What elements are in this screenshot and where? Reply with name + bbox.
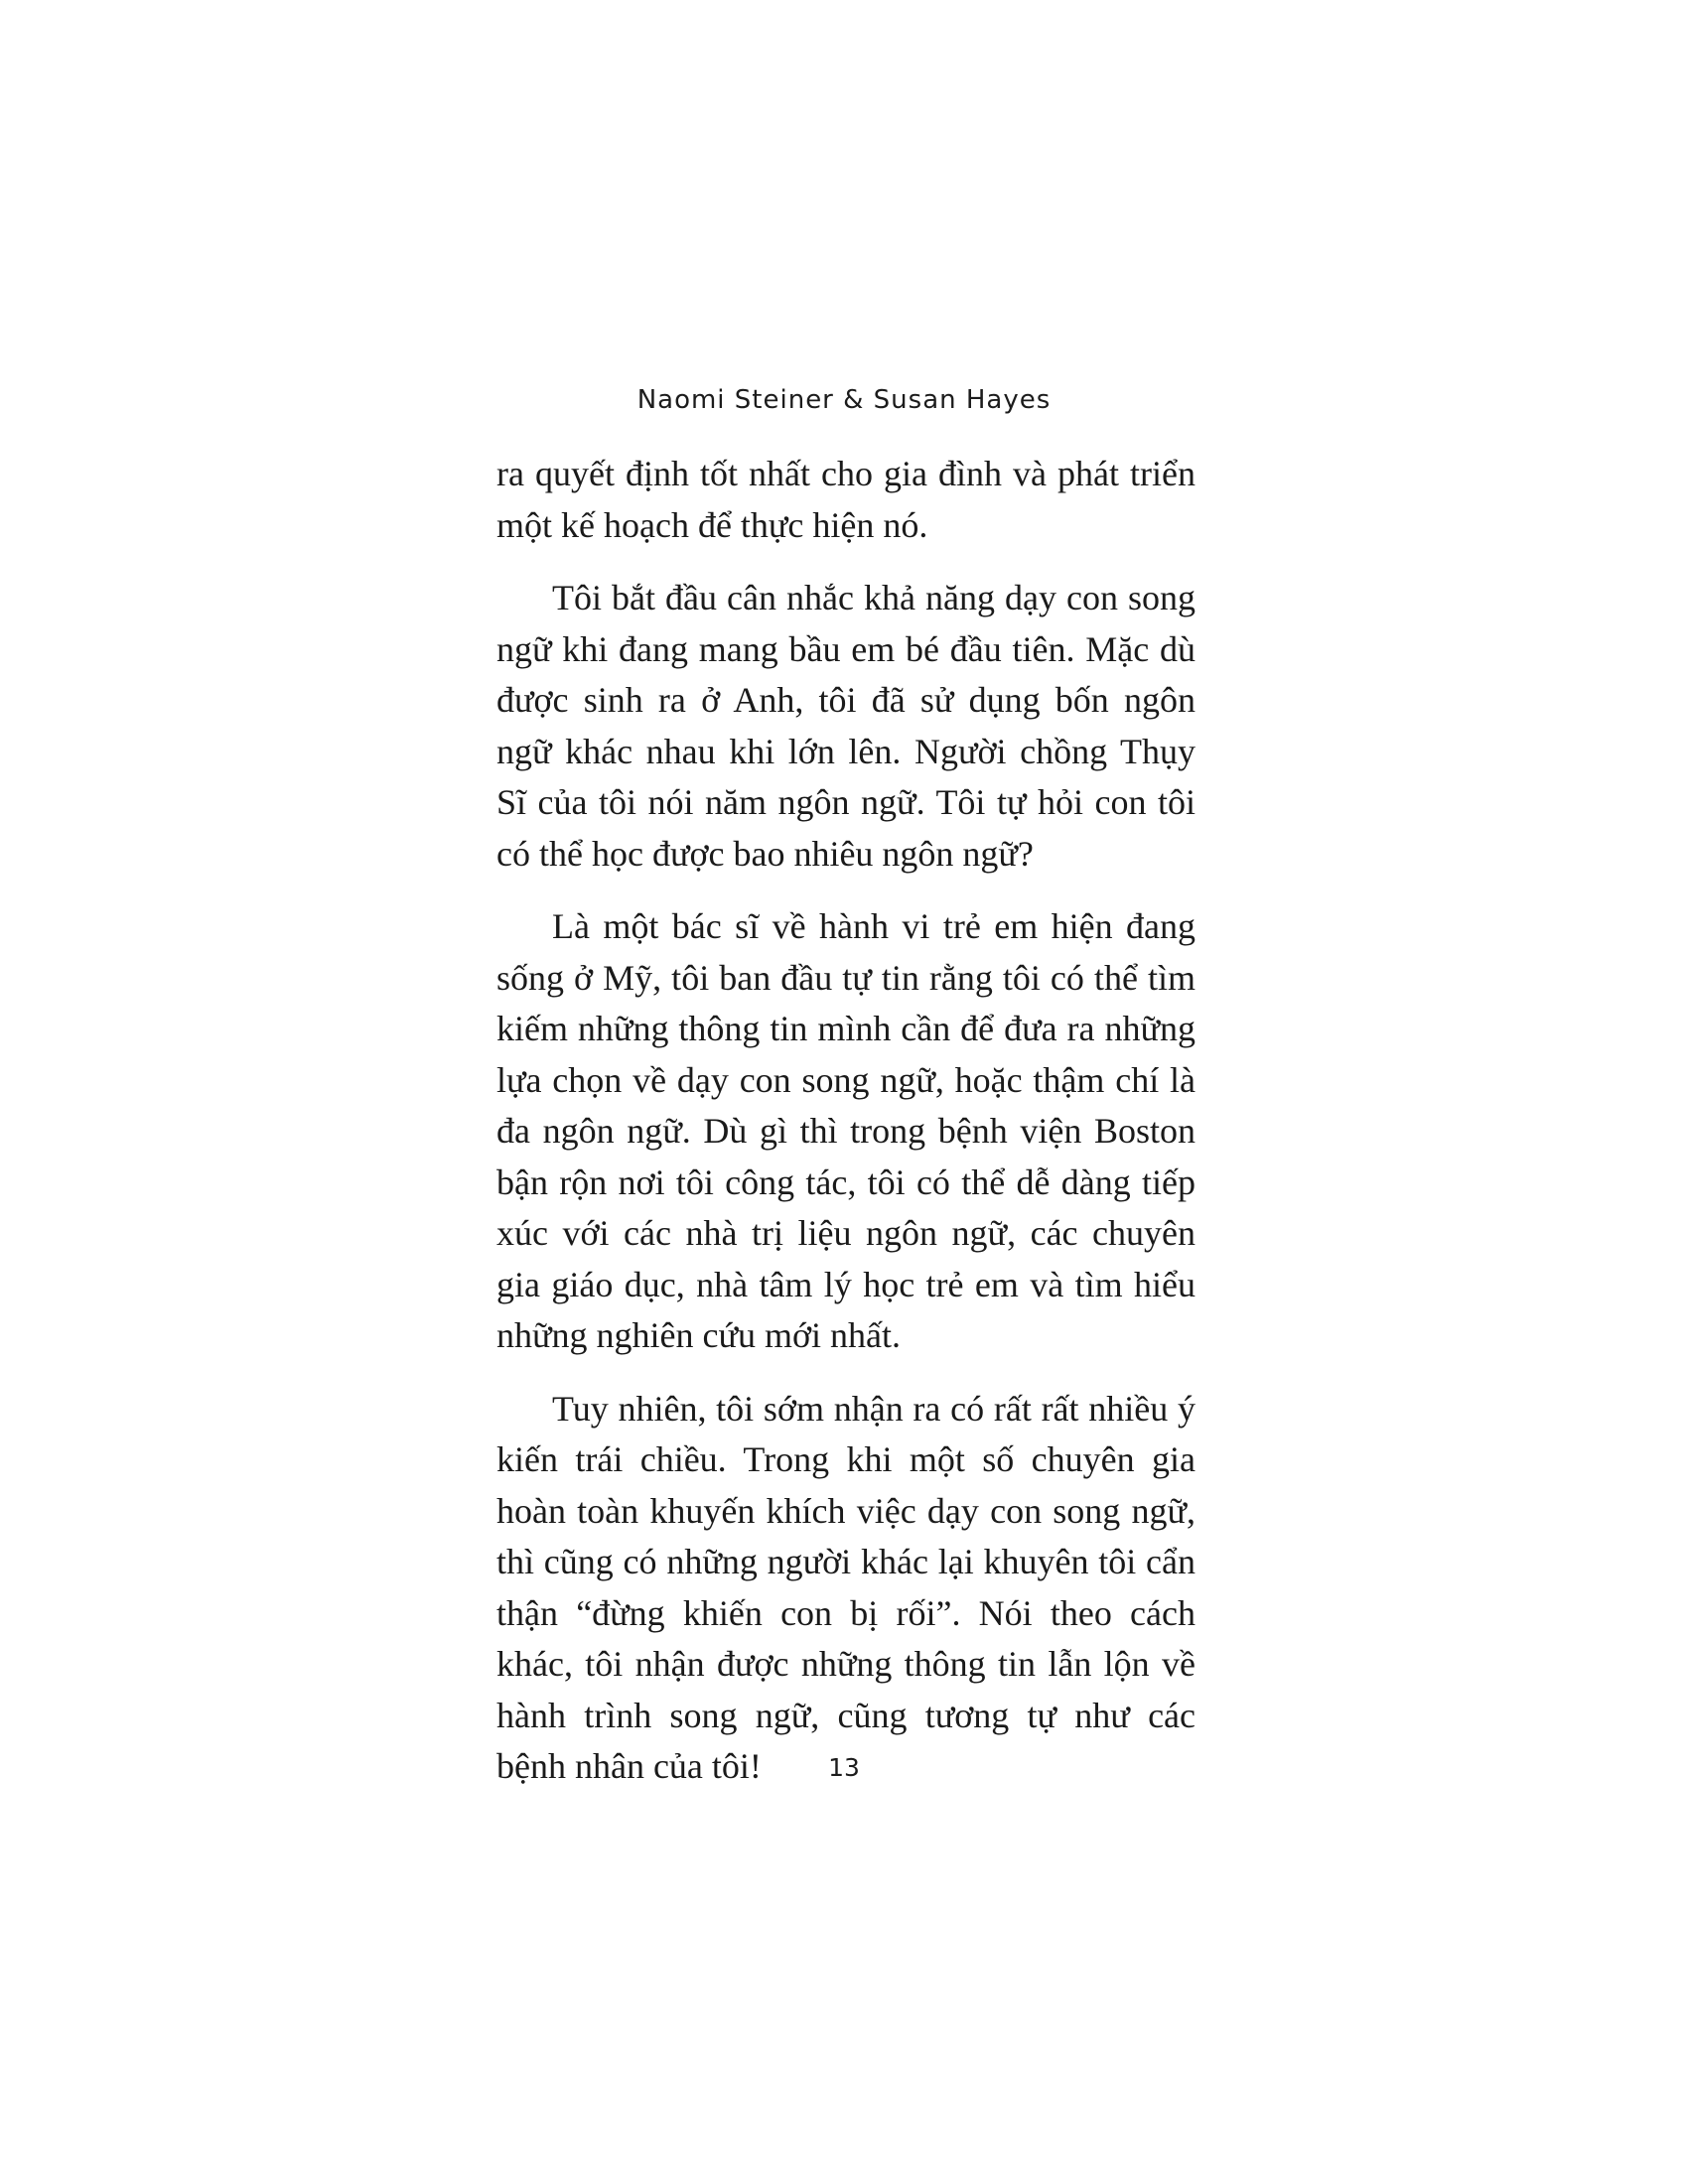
paragraph: Là một bác sĩ về hành vi trẻ em hiện đang sống ở Mỹ, tôi ban đầu tự tin rằng tôi có thể tìm kiếm những thông tin mình cần để đưa ra những lựa chọn về dạy con song ngữ, hoặc thậm chí là đa ngôn ngữ. Dù gì thì trong bệnh viện Boston bận rộn nơi tôi công tác, tôi có thể dễ dàng tiếp xúc với các nhà trị liệu ngôn ngữ, các chuyên gia giáo dục, nhà tâm lý học trẻ em và tìm hiểu những nghiên cứu mới nhất. xyxy=(496,906,1196,1355)
paragraph: Tuy nhiên, tôi sớm nhận ra có rất rất nhiều ý kiến trái chiều. Trong khi một số chuyên gia hoàn toàn khuyến khích việc dạy con song ngữ, thì cũng có những người khác lại khuyên tôi cẩn thận “đừng khiến con bị rối”. Nói theo cách khác, tôi nhận được những thông tin lẫn lộn về hành trình song ngữ, cũng tương tự như các bệnh nhân của tôi! xyxy=(496,1388,1196,1786)
body-text xyxy=(496,449,1196,1815)
paragraph: Tôi bắt đầu cân nhắc khả năng dạy con song ngữ khi đang mang bầu em bé đầu tiên. Mặc dù được sinh ra ở Anh, tôi đã sử dụng bốn ngôn ngữ khác nhau khi lớn lên. Người chồng Thụy Sĩ của tôi nói năm ngôn ngữ. Tôi tự hỏi con tôi có thể học được bao nhiêu ngôn ngữ? xyxy=(496,578,1196,874)
running-header-authors: Naomi Steiner & Susan Hayes xyxy=(636,385,1052,415)
paragraph-continuation: ra quyết định tốt nhất cho gia đình và phát triển một kế hoạch để thực hiện nó. xyxy=(496,454,1196,545)
page-number: 13 xyxy=(828,1753,860,1782)
